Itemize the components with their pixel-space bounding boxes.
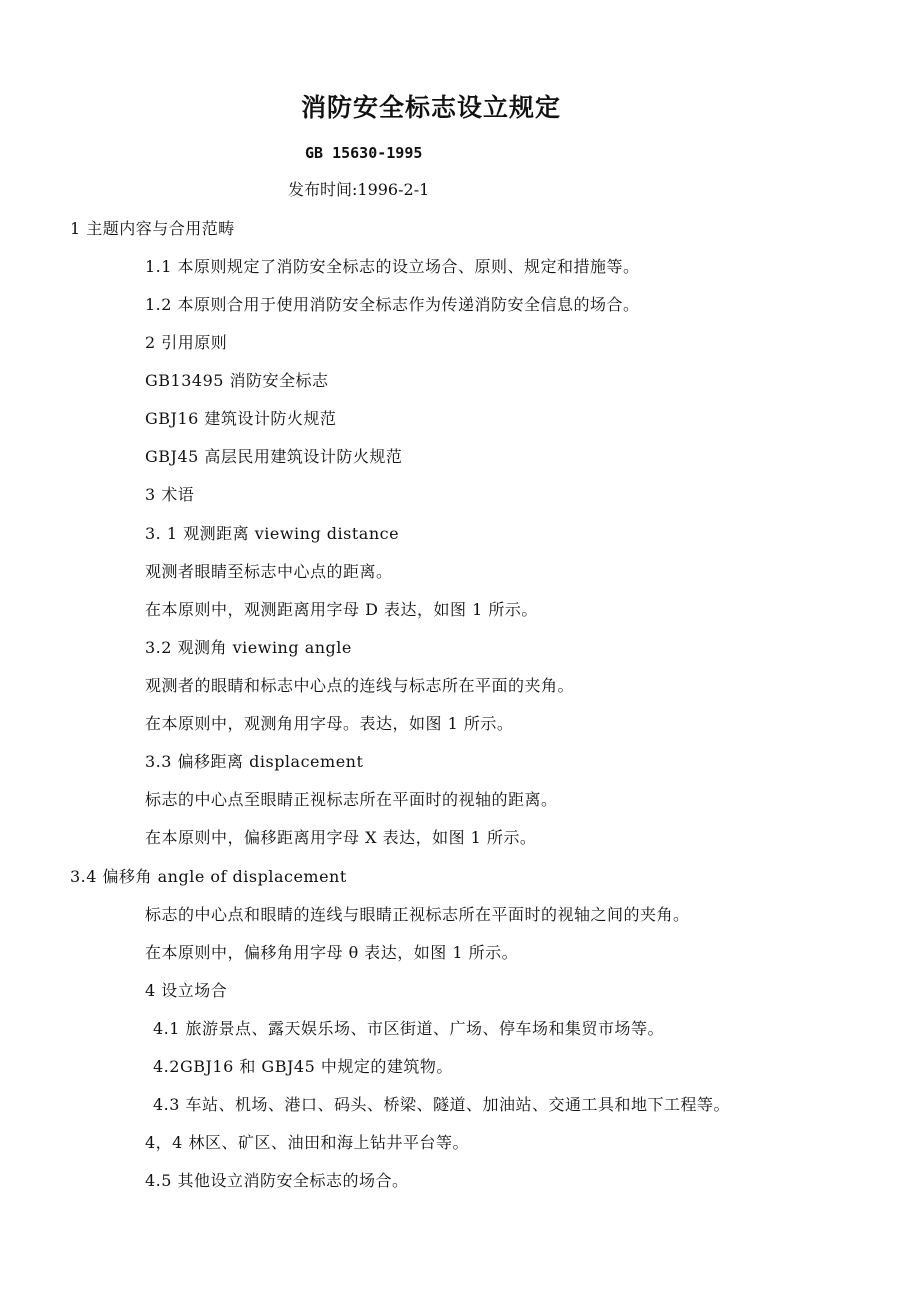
term-3-2-heading: 3.2 观测角 viewing angle	[145, 638, 352, 657]
paragraph-4-3: 4.3 车站、机场、港口、码头、桥梁、隧道、加油站、交通工具和地下工程等。	[153, 1095, 731, 1114]
paragraph-4-2: 4.2GBJ16 和 GBJ45 中规定的建筑物。	[153, 1057, 453, 1076]
paragraph-4-1: 4.1 旅游景点、露天娱乐场、市区街道、广场、停车场和集贸市场等。	[153, 1019, 665, 1038]
reference-gbj16: GBJ16 建筑设计防火规范	[145, 409, 337, 428]
term-3-4-definition: 标志的中心点和眼睛的连线与眼睛正视标志所在平面时的视轴之间的夹角。	[145, 905, 690, 924]
term-3-4-note: 在本原则中，偏移角用字母 θ 表达，如图 1 所示。	[145, 943, 519, 962]
reference-gbj45: GBJ45 高层民用建筑设计防火规范	[145, 447, 403, 466]
term-3-2-note: 在本原则中，观测角用字母。表达，如图 1 所示。	[145, 714, 514, 733]
paragraph-1-2: 1.2 本原则合用于使用消防安全标志作为传递消防安全信息的场合。	[145, 295, 640, 314]
section-heading-1: 1 主题内容与合用范畴	[70, 219, 235, 238]
publish-date: 发布时间:1996-2-1	[288, 180, 430, 199]
term-3-3-definition: 标志的中心点至眼睛正视标志所在平面时的视轴的距离。	[145, 790, 558, 809]
document-title: 消防安全标志设立规定	[300, 93, 561, 122]
section-heading-3: 3 术语	[145, 485, 195, 504]
reference-gb13495: GB13495 消防安全标志	[145, 371, 329, 390]
term-3-1-definition: 观测者眼睛至标志中心点的距离。	[145, 562, 393, 581]
term-3-1-heading: 3. 1 观测距离 viewing distance	[145, 524, 400, 543]
term-3-3-note: 在本原则中，偏移距离用字母 X 表达，如图 1 所示。	[145, 828, 537, 847]
section-heading-4: 4 设立场合	[145, 981, 228, 1000]
section-heading-2: 2 引用原则	[145, 333, 228, 352]
term-3-4-heading: 3.4 偏移角 angle of displacement	[70, 867, 347, 886]
paragraph-4-5: 4.5 其他设立消防安全标志的场合。	[145, 1171, 409, 1190]
term-3-1-note: 在本原则中，观测距离用字母 D 表达，如图 1 所示。	[145, 600, 538, 619]
paragraph-4-4: 4，4 林区、矿区、油田和海上钻井平台等。	[145, 1133, 469, 1152]
standard-number: GB 15630-1995	[305, 144, 423, 162]
term-3-3-heading: 3.3 偏移距离 displacement	[145, 752, 364, 771]
paragraph-1-1: 1.1 本原则规定了消防安全标志的设立场合、原则、规定和措施等。	[145, 257, 640, 276]
term-3-2-definition: 观测者的眼睛和标志中心点的连线与标志所在平面的夹角。	[145, 676, 575, 695]
